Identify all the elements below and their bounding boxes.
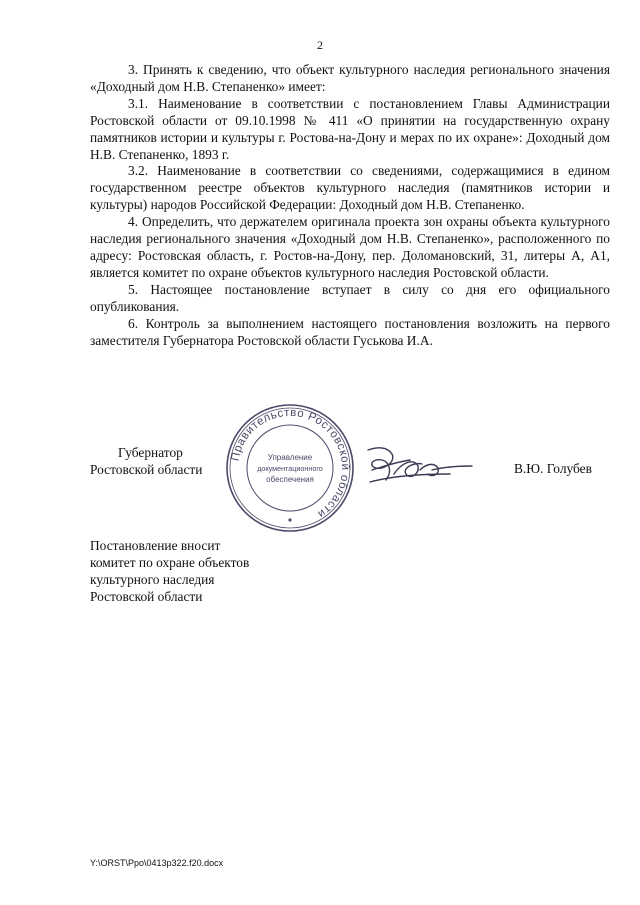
submitter-line3: культурного наследия — [90, 572, 215, 587]
seal-outer-text: Правительство Ростовской области — [229, 406, 352, 521]
signatory-title — [90, 444, 230, 478]
submitter-line4: Ростовской области — [90, 589, 203, 604]
seal-inner-line1: Управление — [267, 453, 313, 462]
file-path-footer: Y:\ORST\Ppo\0413p322.f20.docx — [90, 858, 224, 868]
paragraph-4: 4. Определить, что держателем оригинала проекта зон охраны объекта культурного наследия регионального значения «Доходный дом Н.В. Степаненко», расположенного по адресу: Ростовская область, г. Ростов-на-Дону, пер. Доломановский, 31, литеры А, А1, является комитет по охране объектов культурного наследия Ростовской области. — [90, 214, 610, 280]
paragraph-3-1: 3.1. Наименование в соответствии с постановлением Главы Администрации Ростовской области от 09.10.1998 № 411 «О принятии на государственную охрану памятников истории и культуры г. Ростова-на-Дону и мерах по их охране»: Доходный дом Н.В. Степаненко, 1893 г. — [90, 95, 610, 162]
signatory-name: В.Ю. Голубев — [514, 461, 592, 476]
submitter-line2: комитет по охране объектов — [90, 555, 250, 570]
submitter-line1: Постановление вносит — [90, 538, 221, 553]
paragraph-5: 5. Настоящее постановление вступает в силу со дня его официального опубликования. — [90, 281, 610, 314]
paragraph-3: 3. Принять к сведению, что объект культурного наследия регионального значения «Доходный дом Н.В. Степаненко» имеет: — [90, 62, 610, 94]
paragraph-6: 6. Контроль за выполнением настоящего постановления возложить на первого заместителя Губернатора Ростовской области Гуськова И.А. — [90, 315, 610, 348]
submitter-block — [90, 537, 350, 605]
page-number: 2 — [317, 38, 323, 52]
seal-inner-line3: обеспечения — [266, 475, 314, 484]
official-seal — [224, 402, 356, 534]
signatory-title-line2: Ростовской области — [90, 462, 203, 477]
handwritten-signature — [362, 440, 502, 498]
paragraph-3-2: 3.2. Наименование в соответствии со сведениями, содержащимися в едином государственном реестре объектов культурного наследия (памятников истории и культуры) народов Российской Федерации: Доходный дом Н.В. Степаненко. — [90, 163, 610, 213]
signatory-title-line1: Губернатор — [118, 445, 183, 460]
seal-inner-line2: документационного — [257, 464, 323, 473]
document-body — [90, 62, 610, 349]
seal-star — [288, 518, 291, 521]
